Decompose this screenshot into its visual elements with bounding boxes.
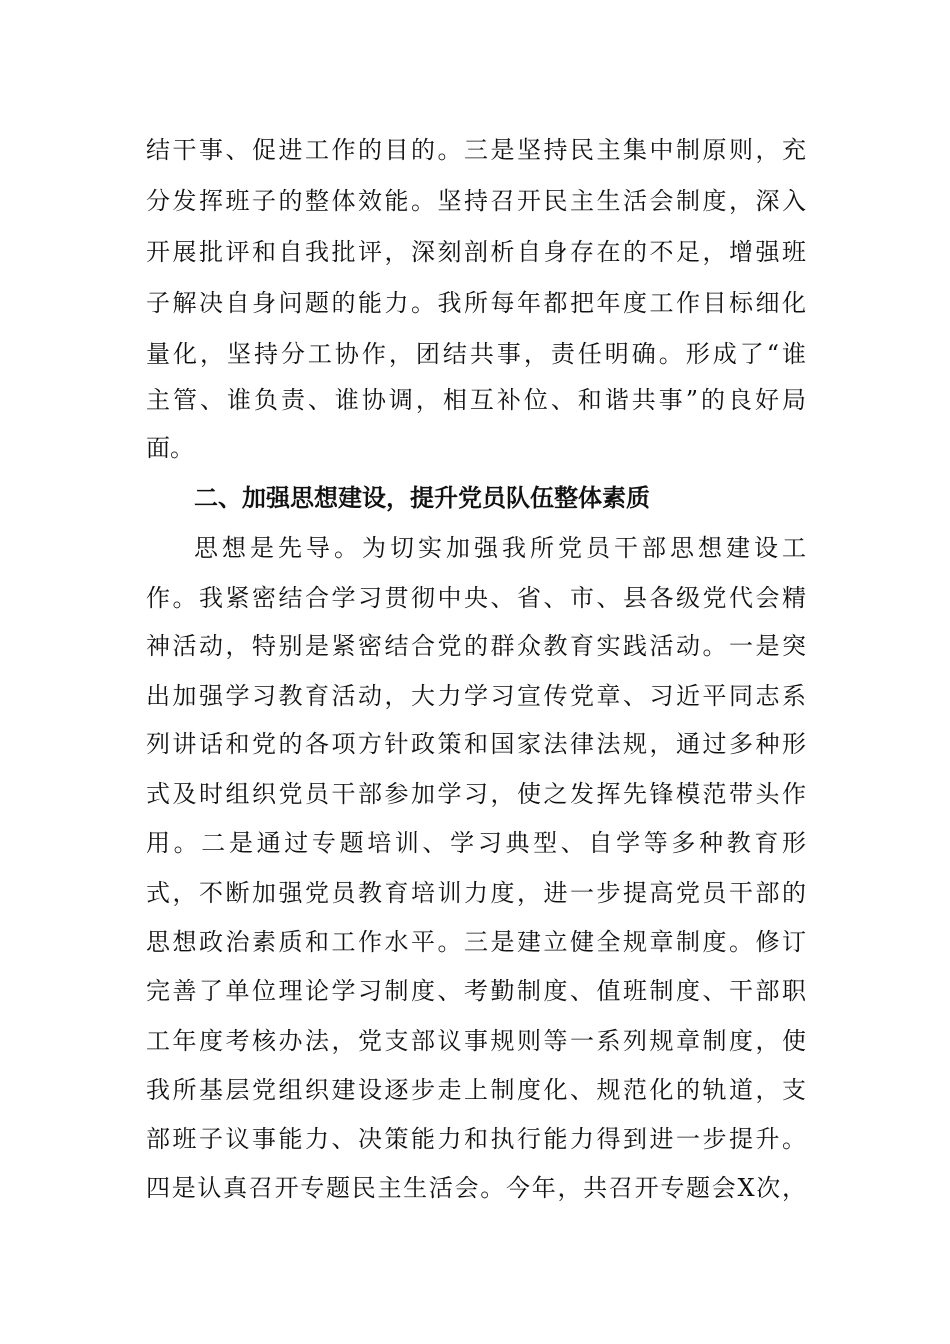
paragraph-1-line-2: 分发挥班子的整体效能。坚持召开民主生活会制度，深入	[146, 187, 806, 215]
paragraph-2-line-11: 工年度考核办法，党支部议事规则等一系列规章制度，使	[146, 1027, 806, 1055]
paragraph-2-line-5: 列讲话和党的各项方针政策和国家法律法规，通过多种形	[146, 730, 806, 758]
paragraph-1-line-6: 主管、谁负责、谁协调，相互补位、和谐共事”的良好局	[146, 386, 806, 414]
paragraph-2-line-13: 部班子议事能力、决策能力和执行能力得到进一步提升。	[146, 1125, 806, 1153]
paragraph-2-line-1: 思想是先导。为切实加强我所党员干部思想建设工	[194, 534, 806, 562]
paragraph-2-line-14: 四是认真召开专题民主生活会。今年，共召开专题会X次，	[146, 1174, 806, 1202]
paragraph-2-line-2: 作。我紧密结合学习贯彻中央、省、市、县各级党代会精	[146, 584, 806, 612]
paragraph-2-line-9: 思想政治素质和工作水平。三是建立健全规章制度。修订	[146, 928, 806, 956]
paragraph-2-line-12: 我所基层党组织建设逐步走上制度化、规范化的轨道，支	[146, 1076, 806, 1104]
paragraph-1-line-1: 结干事、促进工作的目的。三是坚持民主集中制原则，充	[146, 136, 806, 164]
paragraph-2-line-6: 式及时组织党员干部参加学习，使之发挥先锋模范带头作	[146, 780, 806, 808]
section-heading: 二、加强思想建设，提升党员队伍整体素质	[194, 484, 650, 512]
paragraph-1-line-7: 面。	[146, 434, 194, 462]
paragraph-2-line-10: 完善了单位理论学习制度、考勤制度、值班制度、干部职	[146, 977, 806, 1005]
paragraph-1-line-3: 开展批评和自我批评，深刻剖析自身存在的不足，增强班	[146, 238, 806, 266]
paragraph-2-line-3: 神活动，特别是紧密结合党的群众教育实践活动。一是突	[146, 632, 806, 660]
paragraph-2-line-7: 用。二是通过专题培训、学习典型、自学等多种教育形	[146, 829, 806, 857]
paragraph-2-line-8: 式，不断加强党员教育培训力度，进一步提高党员干部的	[146, 879, 806, 907]
paragraph-1-line-5: 量化，坚持分工协作，团结共事，责任明确。形成了“谁	[146, 340, 806, 368]
paragraph-2-line-4: 出加强学习教育活动，大力学习宣传党章、习近平同志系	[146, 682, 806, 710]
paragraph-1-line-4: 子解决自身问题的能力。我所每年都把年度工作目标细化	[146, 289, 806, 317]
